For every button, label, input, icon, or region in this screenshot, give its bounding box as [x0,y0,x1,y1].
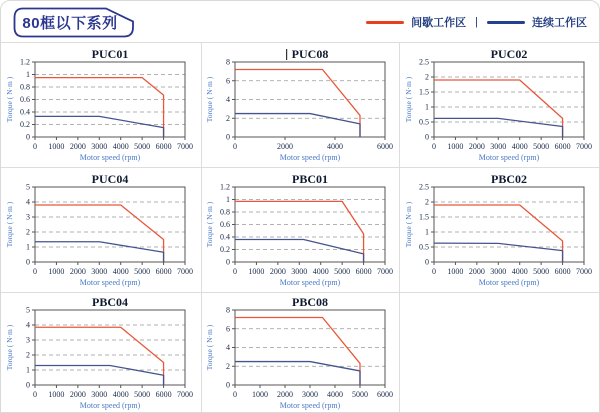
y-tick-label: 5 [26,305,30,315]
page-title: 80框以下系列 [22,15,118,32]
chart-cell-PBC08 [202,293,400,413]
y-tick-label: 6 [225,323,230,333]
x-tick-label: 4000 [326,389,343,399]
x-tick-label: 7000 [177,142,193,151]
y-tick-label: 4 [225,95,230,105]
x-tick-label: 5000 [532,267,549,276]
x-tick-label: 2000 [69,142,86,151]
y-tick-label: 4 [26,197,30,207]
x-tick-label: 0 [232,142,237,151]
legend-separator: | [475,16,478,28]
x-tick-label: 5000 [134,267,151,276]
chart-cell-PUC02 [400,43,599,168]
continuous-series-line [434,118,563,137]
x-axis-label: Motor speed (rpm) [79,153,141,162]
continuous-series-line [35,365,164,385]
legend-line-continuous-icon [487,21,525,24]
x-tick-label: 5000 [532,142,549,151]
y-tick-label: 0.4 [219,232,230,242]
chart-PUC08 [205,47,397,163]
y-axis-label: Torque ( N·m ) [5,324,14,370]
legend-label-intermittent: 间歇工作区 [411,17,467,29]
intermittent-series-line [434,205,563,262]
chart-title: PUC02 [490,47,527,61]
x-axis-label: Motor speed (rpm) [478,278,539,287]
x-tick-label: 1000 [251,389,268,399]
x-tick-label: 2000 [69,267,86,276]
x-tick-label: 3000 [489,267,506,276]
x-tick-label: 0 [431,267,436,276]
chart-title: PBC08 [291,294,328,309]
legend-label-continuous: 连续工作区 [532,17,587,29]
x-tick-label: 6000 [155,267,172,276]
y-tick-label: 2.5 [418,57,429,67]
legend [366,14,587,30]
y-tick-label: 4 [26,320,30,330]
intermittent-series-line [35,205,164,262]
x-tick-label: 3000 [290,267,307,276]
y-tick-label: 0 [424,257,429,267]
chart-cell-PUC04 [1,168,202,293]
y-tick-label: 3 [26,335,30,345]
x-tick-label: 0 [232,267,237,276]
y-tick-label: 0.6 [219,220,230,230]
y-tick-label: 2 [424,72,429,82]
y-axis-label: Torque ( N·m ) [5,76,14,123]
y-tick-label: 0.8 [219,207,230,217]
chart-grid [1,42,599,413]
intermittent-series-line [35,327,164,385]
x-tick-label: 7000 [177,389,193,399]
y-axis-label: Torque ( N·m ) [5,201,14,248]
y-tick-label: 2 [26,227,30,237]
chart-title: PUC08 [291,47,328,61]
series-title-tag [13,7,137,38]
x-axis-label: Motor speed (rpm) [279,400,340,410]
y-tick-label: 1 [424,227,429,237]
x-axis-label: Motor speed (rpm) [478,153,539,162]
chart-title: PBC02 [490,172,527,186]
chart-cell-PBC02 [400,168,599,293]
chart-PUC02 [404,47,596,163]
y-tick-label: 8 [225,305,230,315]
chart-title: PBC04 [92,294,128,309]
y-tick-label: 0 [26,132,30,142]
y-tick-label: 0.2 [219,245,230,255]
intermittent-series-line [235,317,360,385]
x-tick-label: 4000 [112,389,129,399]
x-axis-label: Motor speed (rpm) [279,278,340,287]
continuous-series-line [35,242,164,262]
x-axis-label: Motor speed (rpm) [79,400,141,410]
x-tick-label: 0 [33,142,37,151]
x-tick-label: 1000 [48,142,65,151]
empty-cell [400,293,599,413]
x-tick-label: 6000 [155,389,172,399]
chart-PUC04 [5,172,197,288]
y-tick-label: 3 [26,212,30,222]
x-tick-label: 7000 [376,267,393,276]
x-tick-label: 6000 [376,389,393,399]
x-tick-label: 0 [431,142,436,151]
y-tick-label: 0 [225,380,230,390]
y-axis-label: Torque ( N·m ) [204,324,214,370]
y-tick-label: 1 [26,70,30,80]
chart-title: PUC01 [91,47,129,61]
x-tick-label: 4000 [112,267,129,276]
chart-PUC01 [5,47,197,163]
continuous-series-line [434,243,563,262]
page-header [1,1,599,42]
x-tick-label: 1000 [48,389,65,399]
x-tick-label: 7000 [177,267,193,276]
intermittent-series-line [434,80,563,137]
x-tick-label: 6000 [554,142,571,151]
y-tick-label: 1 [225,195,230,205]
x-tick-label: 4000 [511,267,528,276]
x-tick-label: 1000 [247,267,264,276]
x-tick-label: 2000 [276,142,293,151]
y-tick-label: 8 [225,57,230,67]
y-tick-label: 4 [225,342,230,352]
x-tick-label: 4000 [112,142,129,151]
x-tick-label: 3000 [91,267,108,276]
intermittent-series-line [35,78,164,137]
y-axis-label: Torque ( N·m ) [403,201,413,248]
chart-title: PBC01 [291,172,328,186]
x-axis-label: Motor speed (rpm) [79,278,141,287]
x-tick-label: 6000 [376,142,393,151]
y-tick-label: 5 [26,182,30,192]
y-tick-label: 0 [26,257,30,267]
x-tick-label: 5000 [134,389,151,399]
y-axis-label: Torque ( N·m ) [204,76,214,123]
x-tick-label: 7000 [575,142,592,151]
continuous-series-line [235,114,360,137]
intermittent-series-line [235,70,360,138]
y-tick-label: 0.8 [20,82,30,92]
x-tick-label: 2000 [276,389,293,399]
x-tick-label: 6000 [355,267,372,276]
x-tick-label: 7000 [575,267,592,276]
x-tick-label: 0 [33,389,37,399]
continuous-series-line [235,240,364,263]
x-tick-label: 5000 [333,267,350,276]
x-tick-label: 2000 [69,389,86,399]
y-tick-label: 0 [424,132,429,142]
text-cursor [286,49,287,60]
x-tick-label: 2000 [269,267,286,276]
x-tick-label: 5000 [134,142,151,151]
x-tick-label: 4000 [326,142,343,151]
chart-cell-PBC01 [202,168,400,293]
x-tick-label: 1000 [48,267,65,276]
continuous-series-line [235,361,360,384]
y-axis-label: Torque ( N·m ) [204,201,214,248]
y-tick-label: 0.6 [20,95,30,105]
y-axis-label: Torque ( N·m ) [403,76,413,123]
x-tick-label: 2000 [468,267,485,276]
y-tick-label: 1 [26,365,30,375]
y-tick-label: 1.5 [418,87,429,97]
y-tick-label: 0.5 [418,242,429,252]
x-tick-label: 6000 [554,267,571,276]
continuous-series-line [35,116,164,137]
x-tick-label: 0 [232,389,237,399]
legend-line-intermittent-icon [366,21,404,24]
intermittent-series-line [235,201,364,262]
y-tick-label: 0 [225,257,230,267]
x-tick-label: 3000 [301,389,318,399]
chart-PBC02 [404,172,596,288]
y-tick-label: 1.2 [20,57,30,67]
plot-border [35,310,185,385]
y-tick-label: 2 [225,113,230,123]
y-tick-label: 0 [225,132,230,142]
chart-PBC08 [205,295,397,411]
x-axis-label: Motor speed (rpm) [279,153,340,162]
chart-cell-PBC04 [1,293,202,413]
y-tick-label: 2 [26,350,30,360]
y-tick-label: 2.5 [418,182,429,192]
x-tick-label: 3000 [91,389,108,399]
chart-cell-PUC01 [1,43,202,168]
y-tick-label: 1 [26,242,30,252]
chart-title: PUC04 [91,172,129,186]
x-tick-label: 1000 [446,142,463,151]
y-tick-label: 0 [26,380,30,390]
chart-cell-PUC08 [202,43,400,168]
y-tick-label: 1 [424,102,429,112]
y-tick-label: 6 [225,76,230,86]
x-tick-label: 0 [33,267,37,276]
y-tick-label: 0.5 [418,117,429,127]
chart-PBC01 [205,172,397,288]
x-tick-label: 5000 [351,389,368,399]
y-tick-label: 1.5 [418,212,429,222]
x-tick-label: 2000 [468,142,485,151]
plot-border [35,187,185,262]
x-tick-label: 4000 [312,267,329,276]
y-tick-label: 2 [225,361,230,371]
x-tick-label: 1000 [446,267,463,276]
y-tick-label: 0.2 [20,120,30,130]
x-tick-label: 3000 [91,142,108,151]
y-tick-label: 1.2 [219,182,230,192]
x-tick-label: 3000 [489,142,506,151]
chart-PBC04 [5,295,197,411]
x-tick-label: 6000 [155,142,172,151]
x-tick-label: 4000 [511,142,528,151]
y-tick-label: 2 [424,197,429,207]
y-tick-label: 0.4 [20,107,30,117]
